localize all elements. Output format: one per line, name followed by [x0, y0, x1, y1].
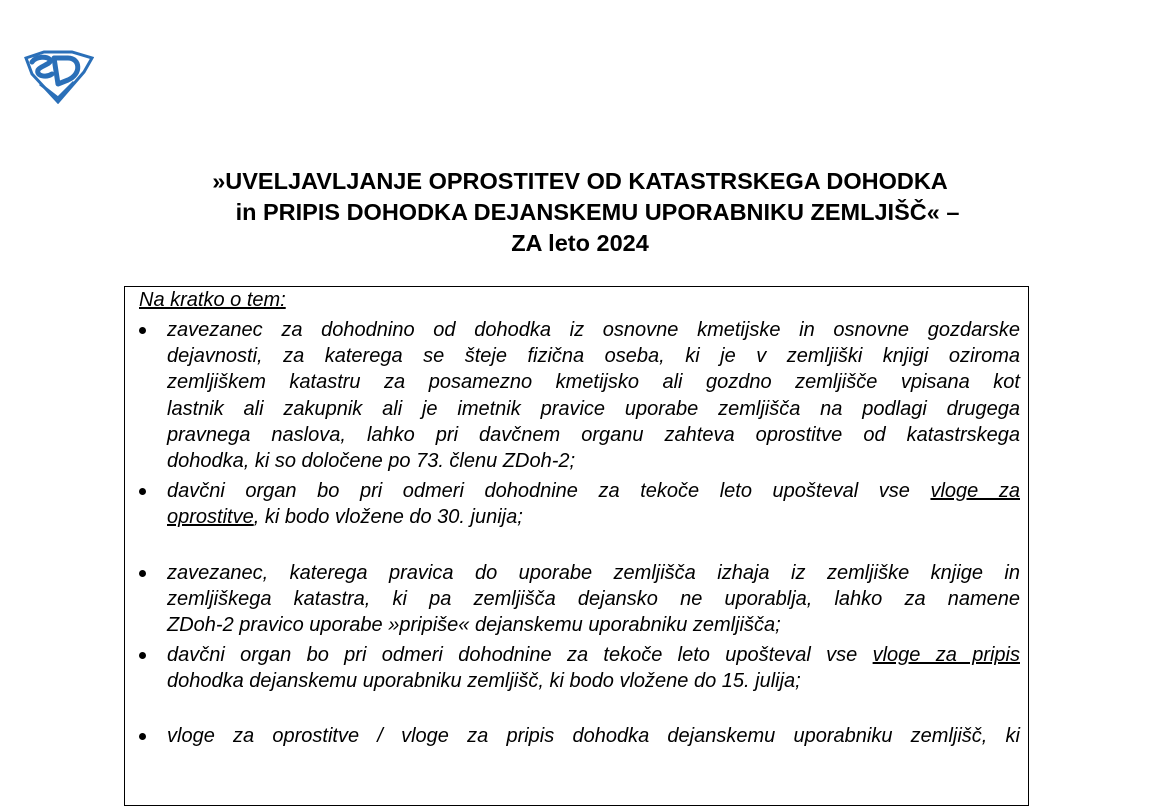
item-line [167, 504, 1020, 530]
bullet-icon [139, 327, 146, 334]
bullet-icon [139, 733, 146, 740]
item-line: pravnega naslova, lahko pri davčnem organu zahteva oprostitve od katastrskega [167, 423, 1020, 446]
title-line-2: in PRIPIS DOHODKA DEJANSKEMU UPORABNIKU ZEMLJIŠČ« – [235, 199, 960, 225]
sd-logo [22, 50, 94, 104]
item-line [167, 642, 1020, 668]
bullet-icon [139, 652, 146, 659]
item-line: dejavnosti, za katerega se šteje fizična oseba, ki je v zemljiški knjigi oziroma [167, 345, 1020, 368]
bullet-icon [139, 570, 146, 577]
list-item [167, 642, 1020, 694]
item-text: davčni organ bo pri odmeri dohodnine za tekoče leto upošteval vse [167, 480, 910, 502]
oprostitve-link[interactable]: oprostitve [167, 506, 254, 529]
bullet-icon [139, 488, 146, 495]
item-line: zemljiškega katastra, ki pa zemljišča dejansko ne uporablja, lahko za namene [167, 588, 1020, 611]
summary-heading: Na kratko o tem: [139, 289, 286, 311]
item-line: dohodka dejanskemu uporabniku zemljišč, ki bodo vložene do 15. julija; [167, 670, 801, 693]
list-item [167, 478, 1020, 530]
title-line-3: ZA leto 2024 [511, 230, 649, 256]
document-title [120, 166, 1040, 259]
item-line: zavezanec za dohodnino od dohodka iz osnovne kmetijske in osnovne gozdarske [167, 319, 1020, 341]
list-item [167, 560, 1020, 639]
list-item [167, 723, 1020, 749]
list-item [167, 317, 1020, 474]
item-line: zavezanec, katerega pravica do uporabe zemljišča izhaja iz zemljiške knjige in [167, 562, 1020, 584]
item-text: , ki bodo vložene do 30. junija; [253, 506, 523, 529]
item-line: vloge za oprostitve / vloge za pripis dohodka dejanskemu uporabniku zemljišč, ki [167, 725, 1020, 747]
item-line: zemljiškem katastru za posamezno kmetijsko ali gozdno zemljišče vpisana kot [167, 371, 1020, 394]
summary-box [124, 286, 1029, 806]
vloge-za-oprostitve-link[interactable]: vloge za [930, 480, 1020, 502]
item-line: lastnik ali zakupnik ali je imetnik pravice uporabe zemljišča na podlagi drugega [167, 397, 1020, 420]
title-line-1: »UVELJAVLJANJE OPROSTITEV OD KATASTRSKEGA DOHODKA [212, 168, 948, 194]
item-text: davčni organ bo pri odmeri dohodnine za tekoče leto upošteval vse [167, 644, 858, 666]
item-line: ZDoh-2 pravico uporabe »pripiše« dejanskemu uporabniku zemljišča; [167, 614, 781, 637]
vloge-za-pripis-link[interactable]: vloge za pripis [872, 644, 1020, 666]
item-line: dohodka, ki so določene po 73. členu ZDoh-2; [167, 450, 576, 473]
item-line [167, 478, 1020, 504]
